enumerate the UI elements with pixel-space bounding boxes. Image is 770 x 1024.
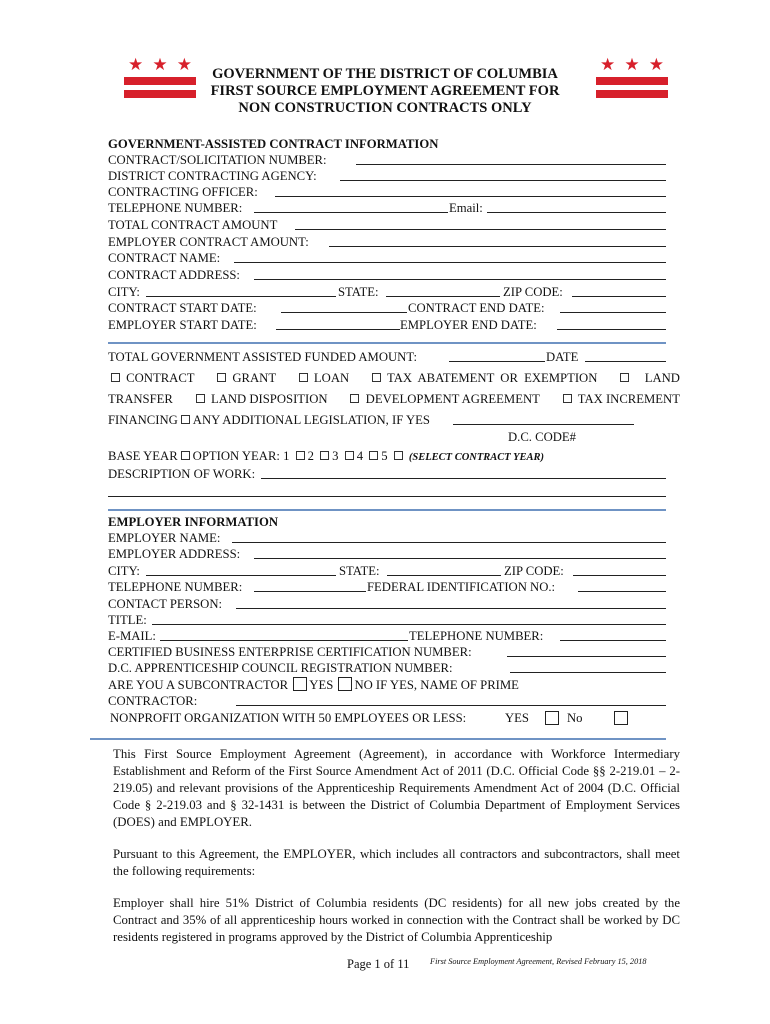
emp-city-field[interactable] <box>146 563 336 576</box>
checkbox-icon[interactable] <box>345 451 354 460</box>
checkbox-icon[interactable] <box>111 373 120 382</box>
year-2-label: 2 <box>307 449 314 463</box>
contract-name-label: CONTRACT NAME: <box>108 251 221 265</box>
emp-title-field[interactable] <box>152 612 666 625</box>
total-amount-label: TOTAL CONTRACT AMOUNT <box>108 218 278 232</box>
page-number: Page 1 of 11 <box>347 957 410 971</box>
apprenticeship-field[interactable] <box>510 660 666 673</box>
select-year-note: (SELECT CONTRACT YEAR) <box>408 452 545 463</box>
city-field[interactable] <box>146 284 336 297</box>
divider-1 <box>108 342 666 344</box>
email-label: Email: <box>449 201 483 215</box>
checkbox-icon[interactable] <box>372 373 381 382</box>
title-line-3: NON CONSTRUCTION CONTRACTS ONLY <box>238 100 532 116</box>
contact-person-label: CONTACT PERSON: <box>108 597 223 611</box>
apprenticeship-label: D.C. APPRENTICESHIP COUNCIL REGISTRATION NUMBER: <box>108 661 453 675</box>
option-land-label: LAND <box>644 371 680 385</box>
emp-email-field[interactable] <box>160 628 408 641</box>
dc-code-label: D.C. CODE# <box>508 430 577 444</box>
emp-email-label: E-MAIL: <box>108 629 156 643</box>
checkbox-icon[interactable] <box>394 451 403 460</box>
option-year-label: OPTION YEAR: 1 <box>192 449 290 463</box>
emp-state-label: STATE: <box>339 564 380 578</box>
option-contract[interactable] <box>108 370 195 386</box>
option-loan-label: LOAN <box>313 371 350 385</box>
checkbox-icon[interactable] <box>217 373 226 382</box>
subcontractor-yes-label: YES <box>309 678 334 692</box>
checkbox-icon[interactable] <box>181 415 190 424</box>
zip-label: ZIP CODE: <box>503 285 563 299</box>
contract-address-field[interactable] <box>254 267 666 280</box>
subcontractor-row <box>108 677 666 693</box>
emp-city-label: CITY: <box>108 564 140 578</box>
option-development-label: DEVELOPMENT AGREEMENT <box>365 392 540 406</box>
total-funded-label: TOTAL GOVERNMENT ASSISTED FUNDED AMOUNT: <box>108 350 417 364</box>
agency-label: DISTRICT CONTRACTING AGENCY: <box>108 169 317 183</box>
end-date-field[interactable] <box>560 300 666 313</box>
emp-telephone2-field[interactable] <box>560 628 666 641</box>
nonprofit-yes-checkbox[interactable] <box>545 711 559 725</box>
checkbox-icon[interactable] <box>369 451 378 460</box>
option-tax-increment-label: TAX INCREMENT <box>577 392 680 406</box>
prime-contractor-label: CONTRACTOR: <box>108 694 198 708</box>
description-label: DESCRIPTION OF WORK: <box>108 467 256 481</box>
emp-title-label: TITLE: <box>108 613 147 627</box>
contact-person-field[interactable] <box>236 596 666 609</box>
additional-legislation-label: ANY ADDITIONAL LEGISLATION, IF YES <box>192 413 430 427</box>
prime-contractor-field[interactable] <box>236 693 666 706</box>
additional-legislation-field[interactable] <box>453 412 634 425</box>
federal-id-label: FEDERAL IDENTIFICATION NO.: <box>367 580 556 594</box>
contract-address-label: CONTRACT ADDRESS: <box>108 268 240 282</box>
employer-address-field[interactable] <box>254 546 666 559</box>
cbe-field[interactable] <box>507 644 666 657</box>
end-date-label: CONTRACT END DATE: <box>408 301 545 315</box>
title-line-1: GOVERNMENT OF THE DISTRICT OF COLUMBIA <box>212 66 558 82</box>
cbe-label: CERTIFIED BUSINESS ENTERPRISE CERTIFICATION NUMBER: <box>108 645 472 659</box>
checkbox-icon[interactable] <box>299 373 308 382</box>
emp-telephone2-label: TELEPHONE NUMBER: <box>409 629 544 643</box>
agency-field[interactable] <box>340 168 666 181</box>
checkbox-icon[interactable] <box>320 451 329 460</box>
federal-id-field[interactable] <box>578 579 666 592</box>
year-5-label: 5 <box>381 449 388 463</box>
divider-3 <box>90 738 666 740</box>
employer-start-field[interactable] <box>276 317 400 330</box>
option-land-disposition-label: LAND DISPOSITION <box>210 392 328 406</box>
option-grant[interactable] <box>214 370 276 386</box>
section-employer-title: EMPLOYER INFORMATION <box>108 515 278 529</box>
employer-address-label: EMPLOYER ADDRESS: <box>108 547 241 561</box>
agreement-paragraph-2: Pursuant to this Agreement, the EMPLOYER, which includes all contractors and subcontractors, shall meet the following requirements: <box>113 847 680 878</box>
section-contract-title: GOVERNMENT-ASSISTED CONTRACT INFORMATION <box>108 137 439 151</box>
year-4-label: 4 <box>356 449 364 463</box>
city-label: CITY: <box>108 285 140 299</box>
agreement-paragraph-3: Employer shall hire 51% District of Columbia residents (DC residents) for all new jobs created by the Contract and 35% of all apprenticeship hours worked in connection with the Contract shall be worked by DC residents registered in programs approved by the District of Columbia Apprenticeship <box>113 896 680 944</box>
emp-telephone-field[interactable] <box>254 579 366 592</box>
start-date-label: CONTRACT START DATE: <box>108 301 257 315</box>
employer-end-field[interactable] <box>557 317 666 330</box>
telephone-label: TELEPHONE NUMBER: <box>108 201 243 215</box>
checkbox-icon[interactable] <box>196 394 205 403</box>
dc-flag-right-icon: ★ ★ ★ <box>596 58 668 98</box>
transfer-label: TRANSFER <box>108 392 173 406</box>
total-amount-field[interactable] <box>295 217 666 230</box>
start-date-field[interactable] <box>281 300 407 313</box>
revision-note: First Source Employment Agreement, Revised February 15, 2018 <box>430 957 647 966</box>
option-tax-abatement-label: TAX ABATEMENT OR EXEMPTION <box>386 371 598 385</box>
agreement-paragraph-1: This First Source Employment Agreement (Agreement), in accordance with Workforce Intermediary Establishment and Reform of the First Source Amendment Act of 2011 (D.C. Official Code §§ 2-219.01 – 2-219.05) and relevant provisions of the Apprenticeship Requirements Amendment Act of 2004 (D.C. Official Code § 2-219.03 and § 32-1431 is between the District of Columbia Department of Employment Services (DOES) and EMPLOYER. <box>113 747 680 829</box>
checkbox-icon[interactable] <box>296 451 305 460</box>
subcontractor-yes-checkbox[interactable] <box>293 677 307 691</box>
funding-type-row-1 <box>108 370 680 386</box>
option-development[interactable] <box>347 391 539 407</box>
employer-end-label: EMPLOYER END DATE: <box>400 318 537 332</box>
date-field[interactable] <box>585 349 666 362</box>
email-field[interactable] <box>487 200 666 213</box>
state-field[interactable] <box>386 284 500 297</box>
officer-label: CONTRACTING OFFICER: <box>108 185 258 199</box>
option-loan[interactable] <box>296 370 349 386</box>
contract-year-row <box>108 448 666 466</box>
title-line-2: FIRST SOURCE EMPLOYMENT AGREEMENT FOR <box>210 83 560 99</box>
option-land-disposition[interactable] <box>193 391 328 407</box>
total-funded-field[interactable] <box>449 349 545 362</box>
contract-name-field[interactable] <box>234 250 666 263</box>
emp-telephone-label: TELEPHONE NUMBER: <box>108 580 243 594</box>
description-field[interactable] <box>261 466 666 479</box>
subcontractor-no-checkbox[interactable] <box>338 677 352 691</box>
option-contract-label: CONTRACT <box>126 371 195 385</box>
subcontractor-no-label: NO IF YES, NAME OF PRIME <box>354 678 519 692</box>
subcontractor-label: ARE YOU A SUBCONTRACTOR <box>108 678 289 692</box>
employer-name-field[interactable] <box>232 530 666 543</box>
option-tax-increment[interactable] <box>560 391 680 407</box>
state-label: STATE: <box>338 285 379 299</box>
checkbox-icon[interactable] <box>181 451 190 460</box>
option-land[interactable] <box>617 370 680 386</box>
checkbox-icon[interactable] <box>563 394 572 403</box>
nonprofit-no-label: No <box>567 711 583 725</box>
emp-zip-field[interactable] <box>573 563 666 576</box>
employer-name-label: EMPLOYER NAME: <box>108 531 221 545</box>
emp-state-field[interactable] <box>387 563 501 576</box>
base-year-label: BASE YEAR <box>108 449 178 463</box>
officer-field[interactable] <box>275 184 666 197</box>
option-grant-label: GRANT <box>232 371 277 385</box>
date-label: DATE <box>546 350 579 364</box>
employer-amount-field[interactable] <box>329 234 666 247</box>
option-tax-abatement[interactable] <box>369 370 598 386</box>
checkbox-icon[interactable] <box>350 394 359 403</box>
dc-flag-left-icon: ★ ★ ★ <box>124 58 196 98</box>
funding-type-row-2 <box>108 391 680 407</box>
divider-2 <box>108 509 666 511</box>
solicitation-label: CONTRACT/SOLICITATION NUMBER: <box>108 153 327 167</box>
checkbox-icon[interactable] <box>620 373 629 382</box>
emp-zip-label: ZIP CODE: <box>504 564 564 578</box>
year-3-label: 3 <box>332 449 339 463</box>
nonprofit-no-checkbox[interactable] <box>614 711 628 725</box>
telephone-field[interactable] <box>254 200 448 213</box>
description-field-2[interactable] <box>108 484 666 497</box>
nonprofit-yes-label: YES <box>505 711 529 725</box>
employer-amount-label: EMPLOYER CONTRACT AMOUNT: <box>108 235 309 249</box>
financing-label: FINANCING <box>108 413 178 427</box>
nonprofit-label: NONPROFIT ORGANIZATION WITH 50 EMPLOYEES OR LESS: <box>110 711 467 725</box>
zip-field[interactable] <box>572 284 666 297</box>
employer-start-label: EMPLOYER START DATE: <box>108 318 257 332</box>
solicitation-field[interactable] <box>356 152 666 165</box>
